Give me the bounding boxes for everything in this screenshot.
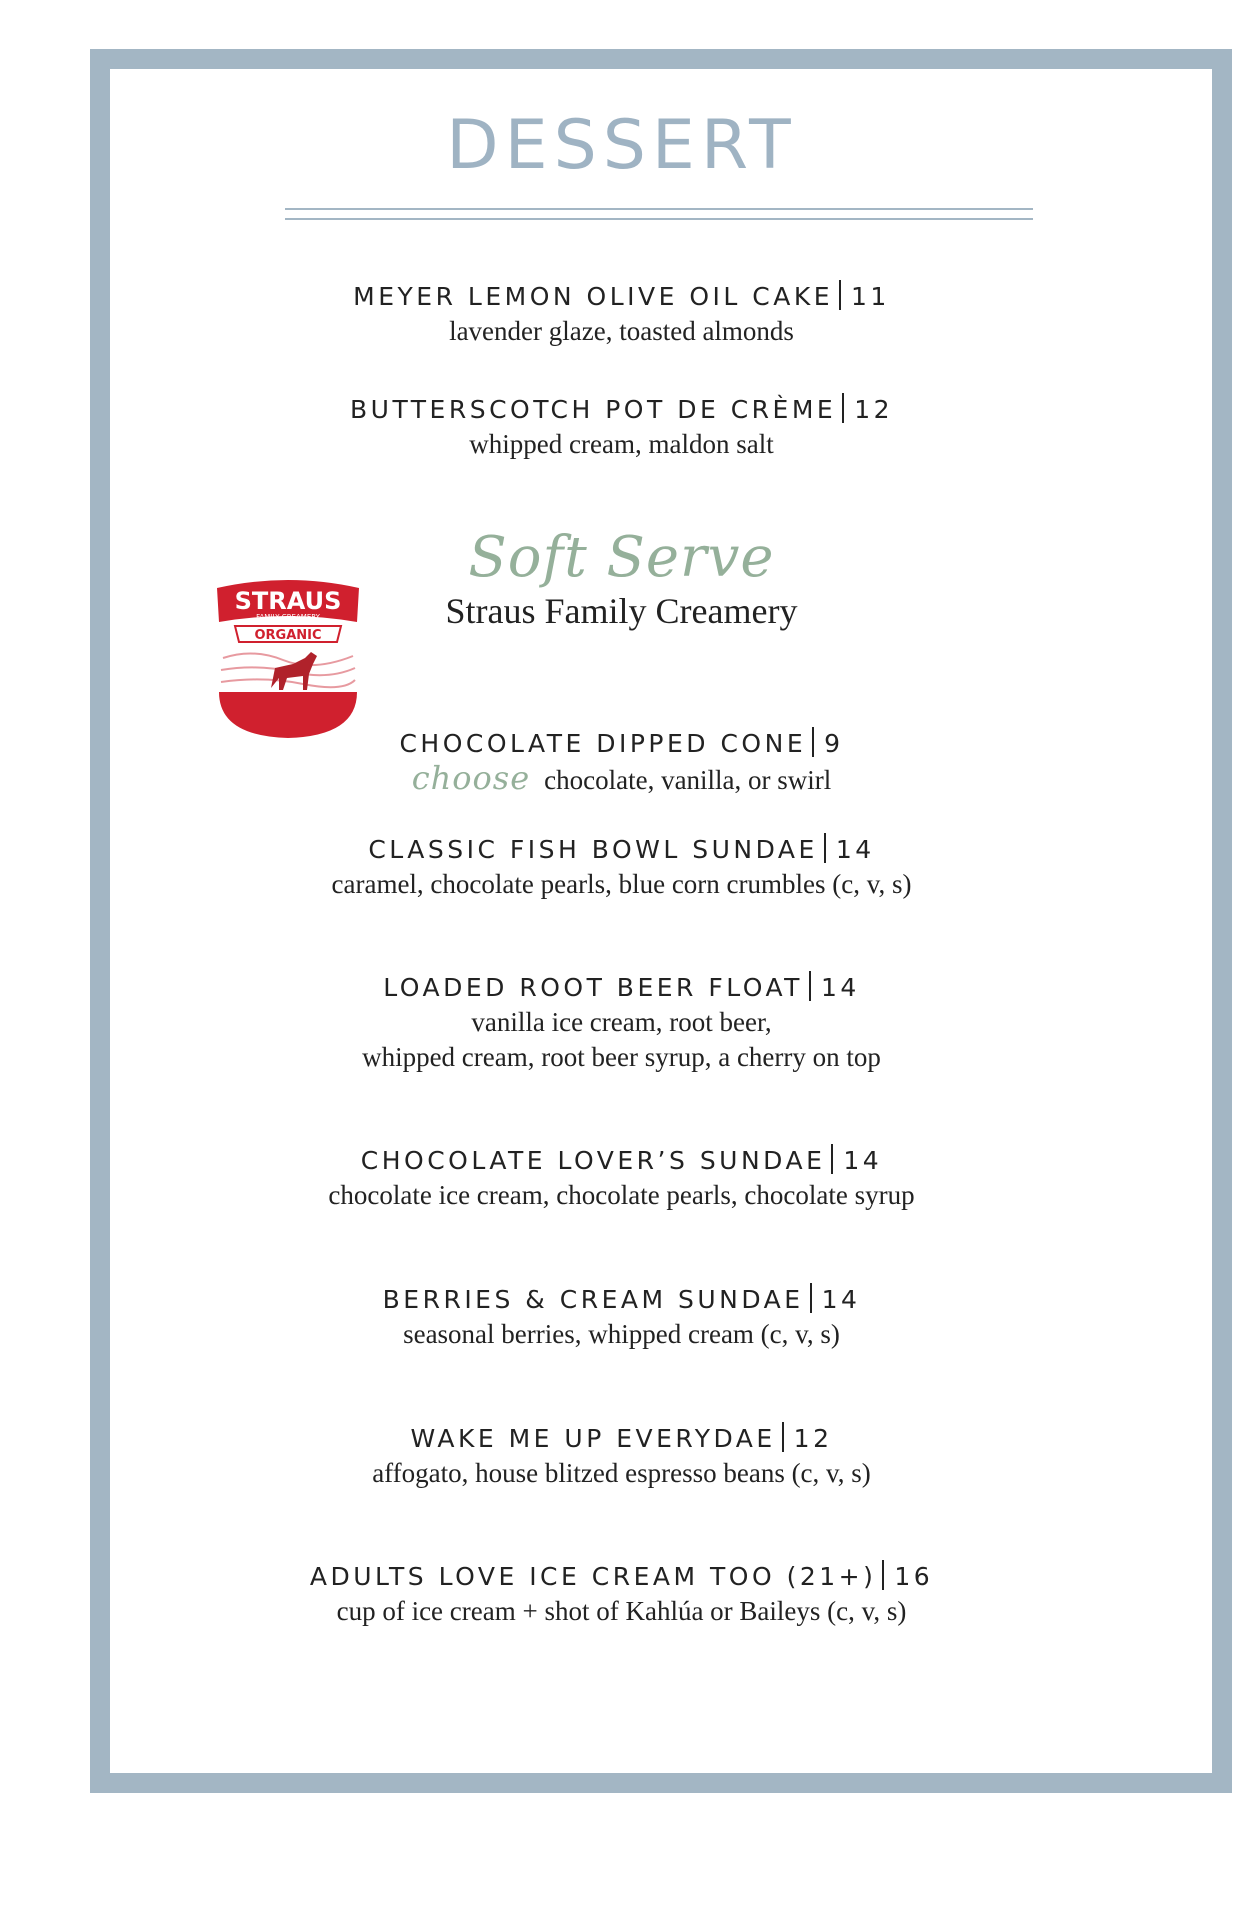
item-description: caramel, chocolate pearls, blue corn crumbles (c, v, s) [331,869,912,899]
item-name: CHOCOLATE LOVER’S SUNDAE [360,1146,826,1175]
item-name: WAKE ME UP EVERYDAE [410,1424,776,1453]
soft-serve-header [0,525,1243,634]
price-separator [809,971,811,1001]
item-name: ADULTS LOVE ICE CREAM TOO (21+) [309,1562,877,1591]
menu-item [0,971,1243,1075]
menu-item [0,1144,1243,1213]
item-description: seasonal berries, whipped cream (c, v, s) [403,1319,840,1349]
menu-item [0,833,1243,902]
price-separator [839,280,841,310]
item-name: BERRIES & CREAM SUNDAE [382,1285,804,1314]
item-description: vanilla ice cream, root beer, [471,1007,772,1037]
item-name-line [0,1560,1243,1594]
menu-item [0,1422,1243,1491]
item-description: whipped cream, maldon salt [469,429,774,459]
item-price: 12 [793,1424,833,1453]
item-description: affogato, house blitzed espresso beans (c, v, s) [372,1458,871,1488]
item-description-line [0,761,1243,798]
item-name: MEYER LEMON OLIVE OIL CAKE [353,282,834,311]
menu-item [0,727,1243,798]
item-name-line [0,393,1243,427]
soft-serve-script-title: Soft Serve [468,525,775,590]
item-name-line [0,280,1243,314]
logo-text-creamery: FAMILY CREAMERY [256,613,320,621]
price-separator [842,393,844,423]
menu-item [0,280,1243,349]
item-description: chocolate ice cream, chocolate pearls, chocolate syrup [328,1180,915,1210]
price-separator [812,727,814,757]
item-price: 14 [835,835,875,864]
straus-logo [213,578,363,738]
menu-item [0,393,1243,462]
item-description: cup of ice cream + shot of Kahlúa or Baileys (c, v, s) [336,1596,907,1626]
item-price: 14 [821,1285,861,1314]
item-description: chocolate, vanilla, or swirl [544,765,832,795]
item-name-line [0,833,1243,867]
item-description-continued: whipped cream, root beer syrup, a cherry on top [362,1042,881,1072]
price-separator [824,833,826,863]
item-name: CHOCOLATE DIPPED CONE [399,729,807,758]
price-separator [810,1283,812,1313]
item-name: BUTTERSCOTCH POT DE CRÈME [350,395,837,424]
item-name-line [0,1283,1243,1317]
item-name-line [0,1144,1243,1178]
logo-text-organic: ORGANIC [254,628,322,643]
price-separator [882,1560,884,1590]
item-name-line [0,1422,1243,1456]
item-price: 11 [851,282,890,311]
item-price: 14 [820,973,860,1002]
menu-item [0,1560,1243,1629]
price-separator [831,1144,833,1174]
item-name-line [0,727,1243,761]
item-name-line [0,971,1243,1005]
item-price: 9 [824,729,844,758]
item-price: 12 [854,395,893,424]
item-price: 16 [894,1562,934,1591]
title-rule-top [285,208,1033,210]
creamery-name: Straus Family Creamery [445,591,798,631]
item-description: lavender glaze, toasted almonds [449,316,794,346]
item-name: CLASSIC FISH BOWL SUNDAE [368,835,818,864]
price-separator [782,1422,784,1452]
item-name: LOADED ROOT BEER FLOAT [383,973,803,1002]
item-price: 14 [843,1146,883,1175]
logo-text-straus: STRAUS [234,587,342,615]
choose-script-label: choose [411,759,531,797]
menu-item [0,1283,1243,1352]
title-rule-bottom [285,218,1033,220]
menu-title: DESSERT [446,106,797,185]
